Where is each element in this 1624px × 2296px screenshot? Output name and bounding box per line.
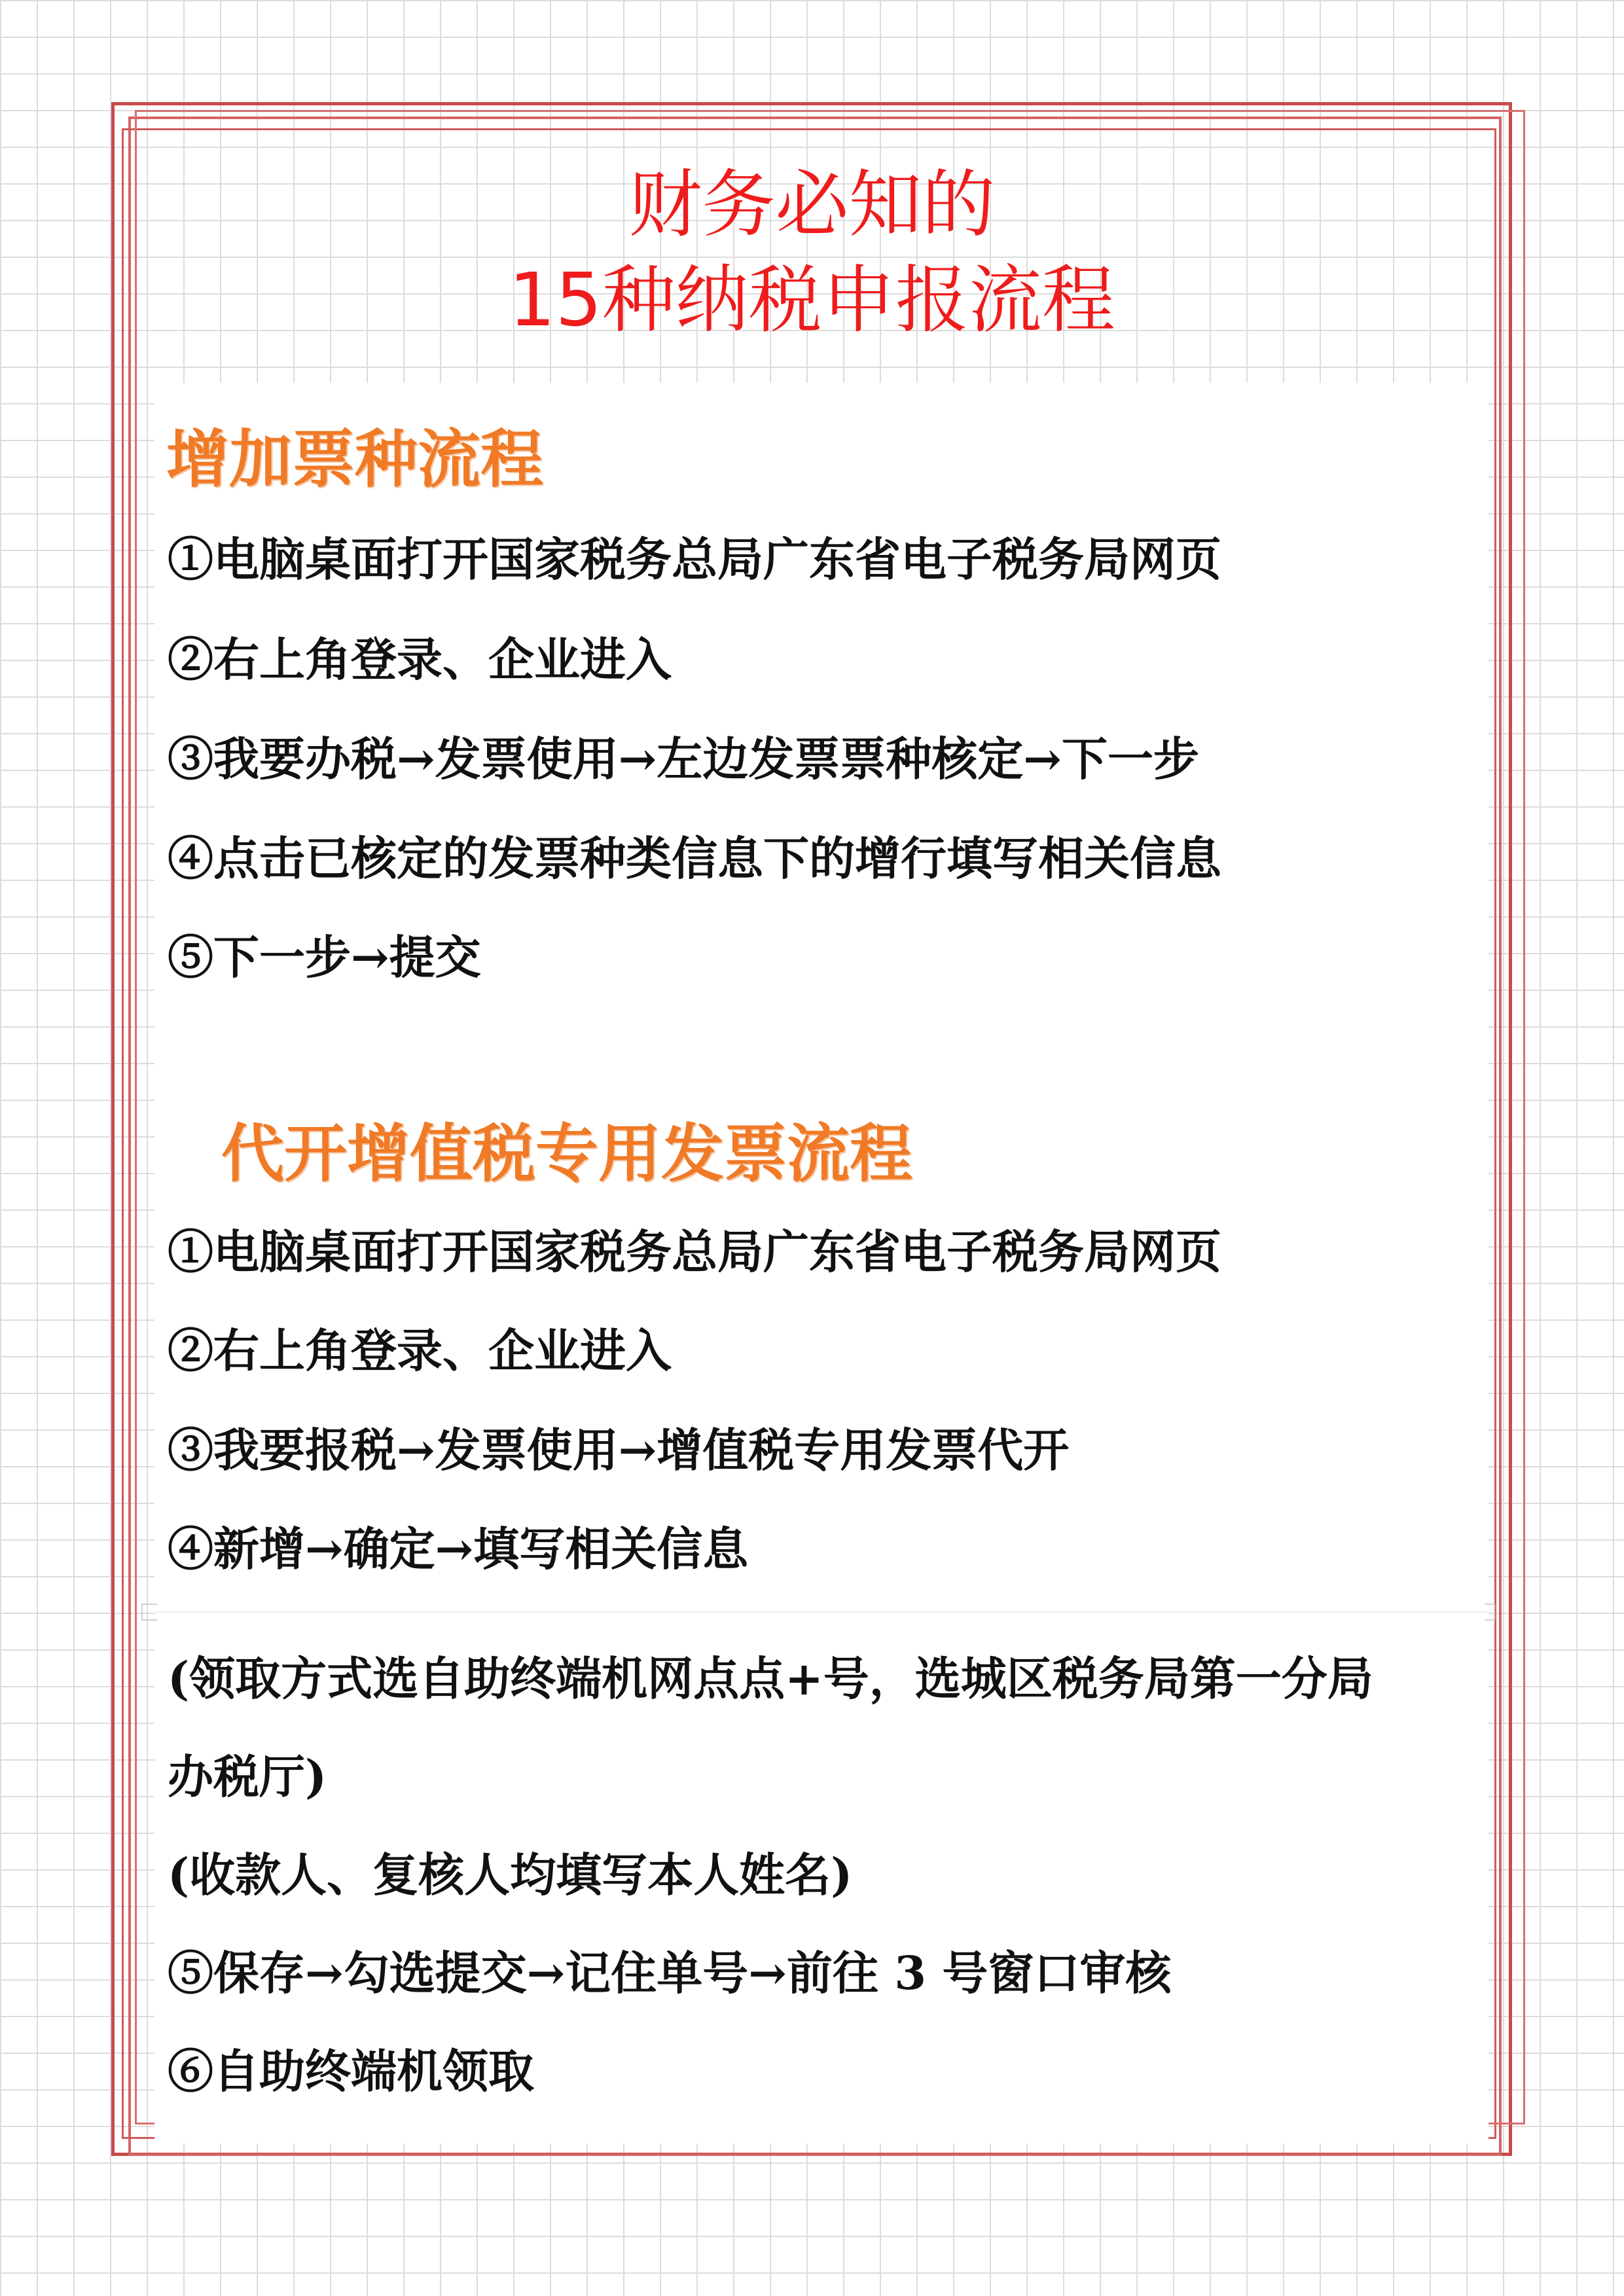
step-item: ⑤保存→勾选提交→记住单号→前往 3 号窗口审核 [168, 1946, 1172, 2000]
step-item: ②右上角登录、企业进入 [168, 632, 672, 687]
section-heading-add-invoice-type: 增加票种流程 [166, 423, 543, 496]
step-item: ④新增→确定→填写相关信息 [168, 1522, 749, 1576]
step-item: ③我要办税→发票使用→左边发票票种核定→下一步 [168, 732, 1199, 786]
step-item: ③我要报税→发票使用→增值税专用发票代开 [168, 1423, 1070, 1477]
note-item: (领取方式选自助终端机网点点+号，选城区税务局第一分局 [168, 1651, 1373, 1706]
note-item: 办税厅) [168, 1749, 327, 1804]
step-item: ①电脑桌面打开国家税务总局广东省电子税务局网页 [168, 532, 1221, 586]
step-item: ⑤下一步→提交 [168, 930, 481, 984]
step-item: ②右上角登录、企业进入 [168, 1323, 672, 1378]
title-line-2: 15种纳税申报流程 [509, 258, 1115, 343]
note-item: (收款人、复核人均填写本人姓名) [168, 1848, 853, 1902]
separator-mark-right [1485, 1604, 1495, 1621]
separator-line [154, 1611, 1489, 1613]
step-item: ④点击已核定的发票种类信息下的增行填写相关信息 [168, 831, 1221, 886]
title-line-1: 财务必知的 [628, 162, 996, 247]
section-heading-vat-invoice: 代开增值税专用发票流程 [221, 1117, 912, 1191]
step-item: ①电脑桌面打开国家税务总局广东省电子税务局网页 [168, 1225, 1221, 1279]
page-title [0, 157, 1624, 348]
step-item: ⑥自助终端机领取 [168, 2044, 534, 2098]
